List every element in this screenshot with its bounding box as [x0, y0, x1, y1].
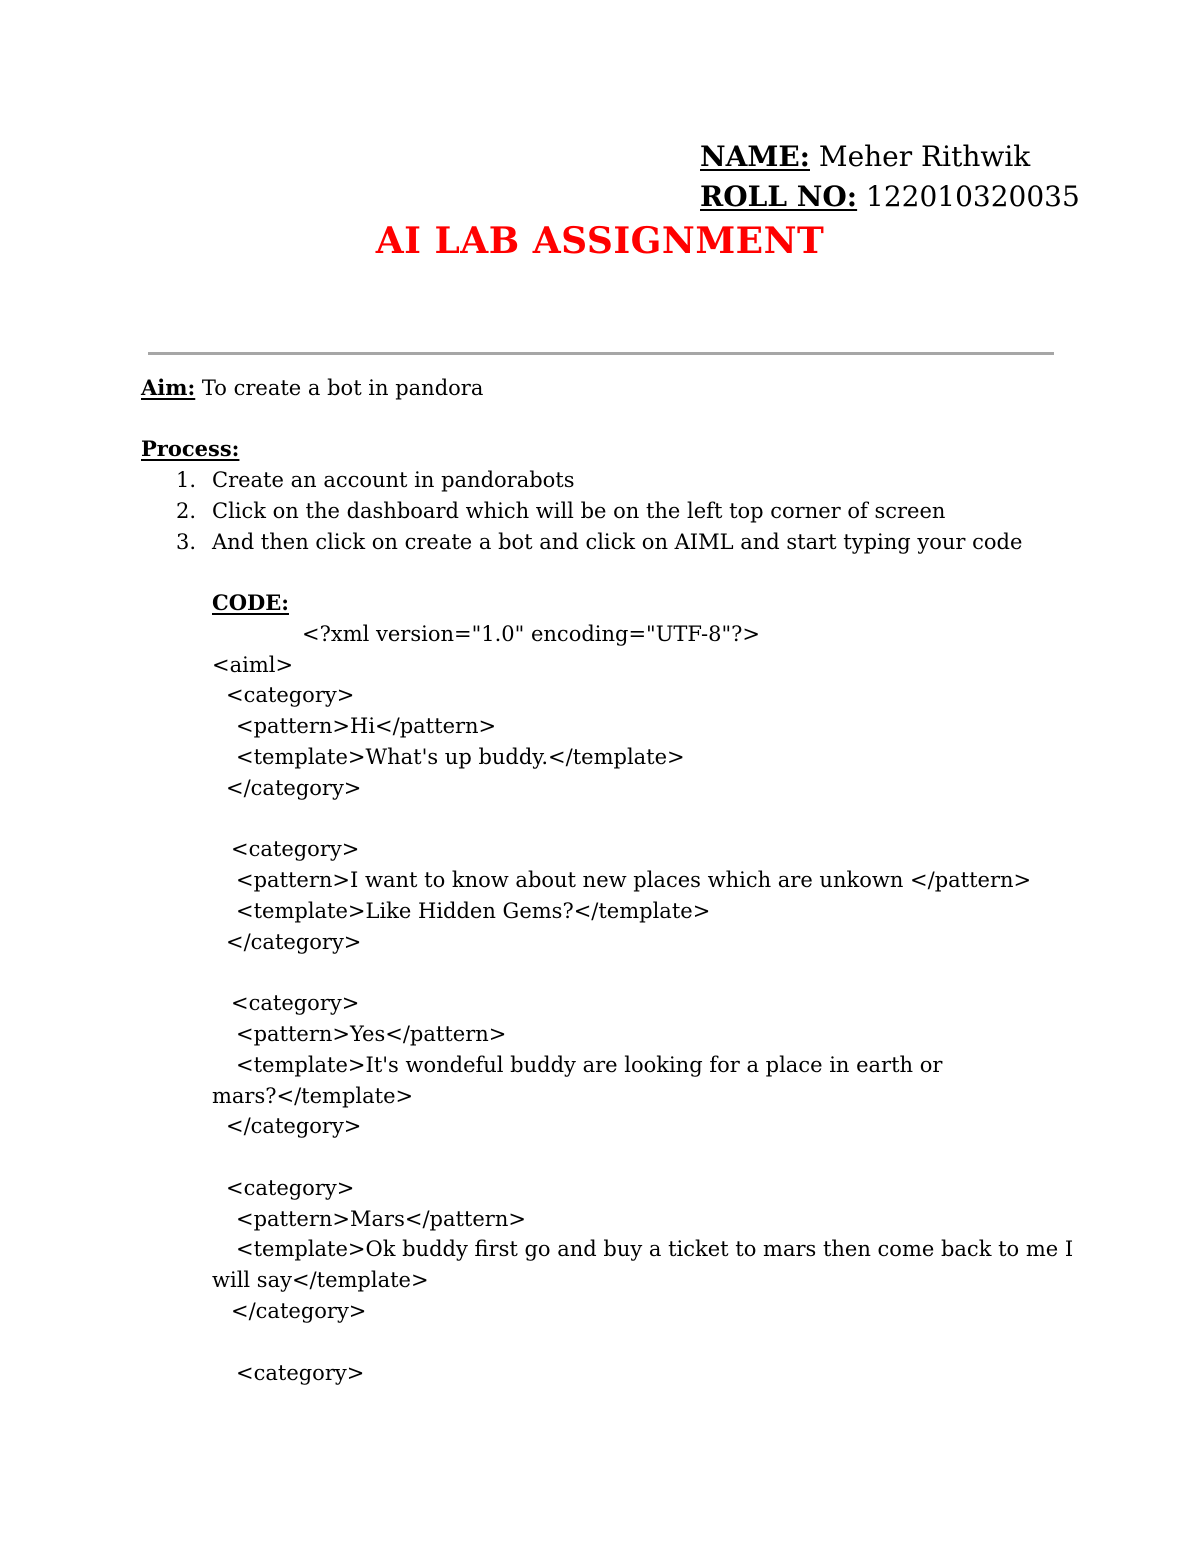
- code-line: <category>: [226, 1176, 355, 1200]
- aim-line: [141, 373, 483, 403]
- code-line: <pattern>Hi</pattern>: [236, 714, 497, 738]
- step-number: 3.: [176, 530, 197, 554]
- code-line: <template>Ok buddy first go and buy a ticket to mars then come back to me I: [236, 1237, 1074, 1261]
- roll-label: ROLL NO:: [700, 180, 858, 213]
- code-line: <?xml version="1.0" encoding="UTF-8"?>: [302, 622, 761, 646]
- code-line: <category>: [236, 1361, 365, 1385]
- code-line: <template>It's wondeful buddy are looking for a place in earth or: [236, 1053, 943, 1077]
- step-text: And then click on create a bot and click on AIML and start typing your code: [212, 530, 1023, 554]
- step-number: 1.: [176, 468, 197, 492]
- code-line: </category>: [226, 930, 362, 954]
- step-text: Create an account in pandorabots: [212, 468, 575, 492]
- document-title: AI LAB ASSIGNMENT: [375, 220, 825, 262]
- code-line: </category>: [226, 776, 362, 800]
- code-line: will say</template>: [212, 1268, 429, 1292]
- aim-label: Aim:: [141, 375, 196, 400]
- code-line: <category>: [226, 683, 355, 707]
- name-value: Meher Rithwik: [810, 140, 1031, 173]
- horizontal-divider: [148, 352, 1054, 355]
- code-line: <pattern>Yes</pattern>: [236, 1022, 507, 1046]
- student-name-line: [700, 140, 1030, 174]
- code-line: <category>: [231, 991, 360, 1015]
- name-label: NAME:: [700, 140, 810, 173]
- aim-text: To create a bot in pandora: [195, 376, 484, 400]
- process-heading: Process:: [141, 436, 240, 461]
- roll-number-line: [700, 180, 1080, 214]
- code-line: </category>: [231, 1299, 367, 1323]
- code-line: <pattern>Mars</pattern>: [236, 1207, 526, 1231]
- code-line: </category>: [226, 1114, 362, 1138]
- roll-value: 122010320035: [857, 180, 1080, 213]
- process-step: [176, 496, 945, 526]
- code-line: <category>: [231, 837, 360, 861]
- step-number: 2.: [176, 499, 197, 523]
- process-step: [176, 465, 575, 495]
- code-line: <pattern>I want to know about new places which are unkown </pattern>: [236, 868, 1032, 892]
- step-text: Click on the dashboard which will be on the left top corner of screen: [212, 499, 946, 523]
- code-line: <template>Like Hidden Gems?</template>: [236, 899, 711, 923]
- code-heading: CODE:: [212, 590, 289, 615]
- code-line: <aiml>: [212, 653, 294, 677]
- code-line: <template>What's up buddy.</template>: [236, 745, 685, 769]
- process-step: [176, 527, 1022, 557]
- code-line: mars?</template>: [212, 1084, 414, 1108]
